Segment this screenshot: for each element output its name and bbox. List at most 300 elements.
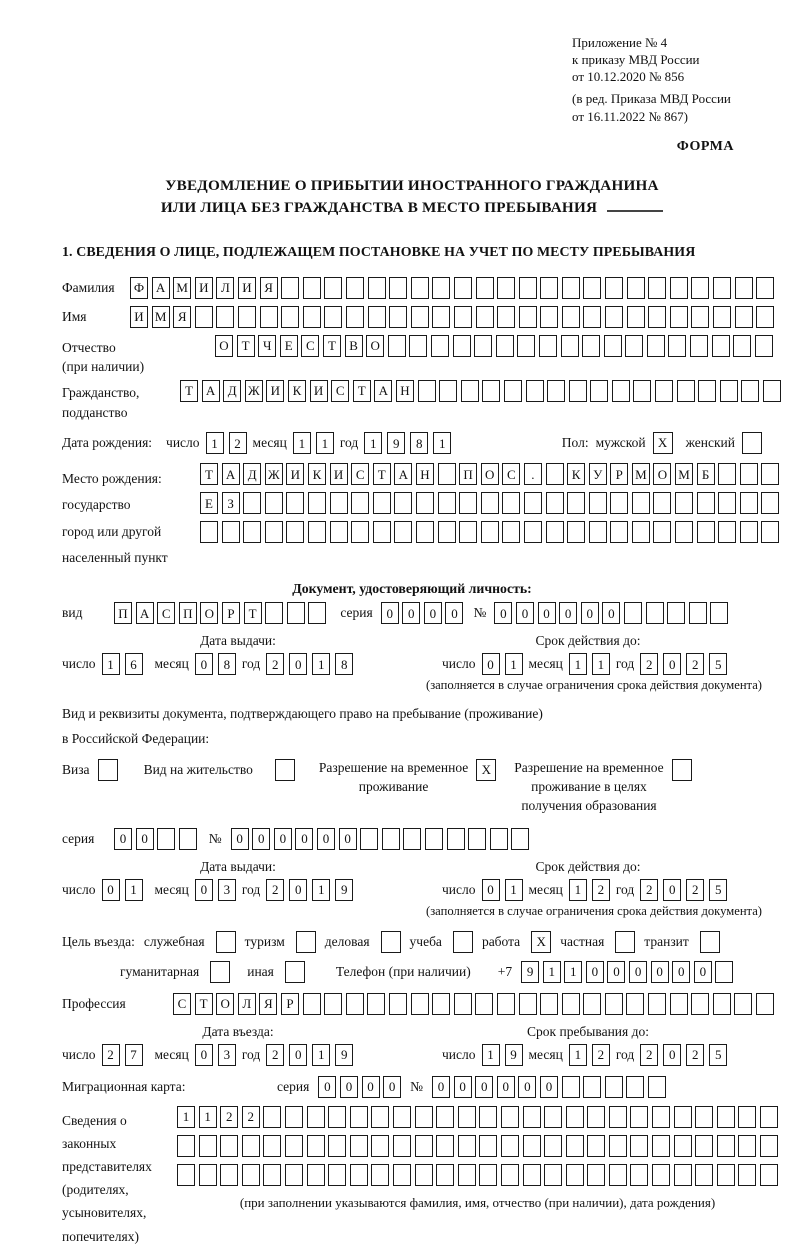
form-cell xyxy=(755,335,773,357)
form-cell: 0 xyxy=(318,1076,336,1098)
form-cell: 0 xyxy=(445,602,463,624)
form-cell xyxy=(330,492,348,514)
form-cell: А xyxy=(222,463,240,485)
amendment-line: (в ред. Приказа МВД России xyxy=(572,91,731,107)
identity-expiry-group xyxy=(442,653,727,675)
form-cell: 2 xyxy=(592,879,610,901)
form-cell xyxy=(242,1135,260,1157)
form-cell xyxy=(609,1164,627,1186)
form-cell: 1 xyxy=(505,879,523,901)
form-cell xyxy=(350,1106,368,1128)
form-cell: 1 xyxy=(569,653,587,675)
form-cell xyxy=(605,1076,623,1098)
form-cell xyxy=(566,1164,584,1186)
form-cell xyxy=(177,1135,195,1157)
form-cell xyxy=(497,306,515,328)
form-cell xyxy=(416,492,434,514)
form-cell: 1 xyxy=(505,653,523,675)
given-name-row xyxy=(62,306,762,328)
form-cell: К xyxy=(308,463,326,485)
form-cell xyxy=(740,521,758,543)
form-cell xyxy=(738,1106,756,1128)
form-cell: О xyxy=(216,993,234,1015)
form-cell: А xyxy=(202,380,220,402)
form-cell: 0 xyxy=(252,828,270,850)
legal-reps-row xyxy=(62,1106,762,1248)
form-cell xyxy=(436,1164,454,1186)
form-cell xyxy=(474,335,492,357)
form-cell xyxy=(461,380,479,402)
form-cell xyxy=(458,1135,476,1157)
residence-dates-row xyxy=(62,879,762,901)
migration-card-label: Миграционная карта: xyxy=(62,1078,186,1094)
patronymic-row xyxy=(62,335,762,377)
form-cell: 2 xyxy=(266,1044,284,1066)
form-cell: 0 xyxy=(602,602,620,624)
residence-intro-line1: Вид и реквизиты документа, подтверждающего право на пребывание (проживание) xyxy=(62,706,543,722)
form-cell: П xyxy=(114,602,132,624)
form-cell: С xyxy=(301,335,319,357)
form-cell xyxy=(389,306,407,328)
form-cell: И xyxy=(286,463,304,485)
form-cell xyxy=(371,1164,389,1186)
form-cell xyxy=(674,1106,692,1128)
form-cell xyxy=(453,335,471,357)
form-cell: О xyxy=(653,463,671,485)
form-cell xyxy=(760,1164,778,1186)
form-cell xyxy=(675,492,693,514)
stay-until-group xyxy=(442,1044,727,1066)
form-cell xyxy=(220,1135,238,1157)
form-cell: О xyxy=(215,335,233,357)
form-cell xyxy=(589,492,607,514)
form-cell xyxy=(496,335,514,357)
month-label: месяц xyxy=(528,656,563,672)
form-cell: 0 xyxy=(629,961,647,983)
form-cell: 1 xyxy=(592,653,610,675)
stay-month xyxy=(569,1044,610,1066)
form-cell: М xyxy=(152,306,170,328)
form-cell xyxy=(562,277,580,299)
form-cell: 0 xyxy=(432,1076,450,1098)
form-cell xyxy=(587,1135,605,1157)
form-cell xyxy=(738,1164,756,1186)
issue-date-caption: Дата выдачи: xyxy=(200,858,276,874)
form-cell xyxy=(502,492,520,514)
residence-permit-label: Вид на жительство xyxy=(143,761,253,777)
form-cell xyxy=(479,1135,497,1157)
month-label: месяц xyxy=(528,1046,563,1062)
year-label: год xyxy=(339,435,359,451)
form-cell xyxy=(459,492,477,514)
form-cell xyxy=(479,1164,497,1186)
sex-male-checkbox: X xyxy=(653,432,673,454)
form-cell xyxy=(610,492,628,514)
form-cell xyxy=(195,306,213,328)
form-cell: . xyxy=(524,463,542,485)
surname-row xyxy=(62,277,762,299)
form-cell: Т xyxy=(195,993,213,1015)
form-cell xyxy=(523,1135,541,1157)
form-cell: Ф xyxy=(130,277,148,299)
form-cell xyxy=(415,1106,433,1128)
form-cell: И xyxy=(310,380,328,402)
form-cell: Б xyxy=(697,463,715,485)
residence-doc-intro xyxy=(62,702,762,751)
form-cell xyxy=(287,602,305,624)
birth-month-cells xyxy=(293,432,334,454)
form-cell xyxy=(490,828,508,850)
residence-series-label: серия xyxy=(62,830,95,846)
form-cell: 9 xyxy=(387,432,405,454)
form-cell xyxy=(718,521,736,543)
form-cell xyxy=(260,306,278,328)
form-cell xyxy=(609,1106,627,1128)
purpose-item-humanitarian: гуманитарная xyxy=(120,963,200,979)
form-cell xyxy=(447,828,465,850)
form-cell: 0 xyxy=(136,828,154,850)
migration-card-row xyxy=(62,1076,762,1098)
residence-number-cells xyxy=(231,828,530,850)
form-cell xyxy=(475,993,493,1015)
form-cell xyxy=(394,492,412,514)
appendix-line: к приказу МВД России xyxy=(572,52,700,68)
profession-label: Профессия xyxy=(62,995,126,1011)
form-cell xyxy=(583,993,601,1015)
form-cell xyxy=(561,335,579,357)
form-cell xyxy=(243,492,261,514)
form-cell xyxy=(717,1135,735,1157)
issue-date-caption: Дата выдачи: xyxy=(200,633,276,649)
form-cell xyxy=(690,335,708,357)
residence-intro-line2: в Российской Федерации: xyxy=(62,730,210,746)
form-cell xyxy=(501,1106,519,1128)
form-cell xyxy=(587,1164,605,1186)
form-cell xyxy=(346,993,364,1015)
form-cell xyxy=(368,277,386,299)
birth-day-cells xyxy=(206,432,247,454)
identity-doc-date-captions xyxy=(62,633,762,649)
form-cell xyxy=(439,380,457,402)
form-cell xyxy=(431,335,449,357)
form-cell xyxy=(418,380,436,402)
form-cell xyxy=(238,306,256,328)
form-cell xyxy=(756,277,774,299)
identity-expiry-day xyxy=(482,653,523,675)
form-cell: 9 xyxy=(521,961,539,983)
form-cell xyxy=(409,335,427,357)
form-cell xyxy=(459,521,477,543)
form-cell xyxy=(734,993,752,1015)
temp-permit-option xyxy=(319,759,496,797)
form-cell xyxy=(303,993,321,1015)
form-cell xyxy=(674,1135,692,1157)
form-cell xyxy=(695,1135,713,1157)
form-cell xyxy=(670,993,688,1015)
appendix-line: Приложение № 4 xyxy=(572,35,668,50)
form-cell xyxy=(519,993,537,1015)
form-cell xyxy=(389,277,407,299)
form-cell: 1 xyxy=(482,1044,500,1066)
citizenship-row xyxy=(62,380,762,422)
form-cell: А xyxy=(136,602,154,624)
form-cell xyxy=(285,1135,303,1157)
residence-series-cells xyxy=(114,828,197,850)
form-cell xyxy=(562,993,580,1015)
form-cell xyxy=(675,521,693,543)
form-title-line2: ИЛИ ЛИЦА БЕЗ ГРАЖДАНСТВА В МЕСТО ПРЕБЫВАНИЯ xyxy=(62,197,762,219)
form-cell: Ж xyxy=(245,380,263,402)
form-cell xyxy=(179,828,197,850)
residence-expiry-group xyxy=(442,879,727,901)
form-cell: 0 xyxy=(340,1076,358,1098)
form-cell xyxy=(710,602,728,624)
form-cell: Т xyxy=(373,463,391,485)
form-cell: 0 xyxy=(694,961,712,983)
form-cell xyxy=(328,1106,346,1128)
entry-date-caption: Дата въезда: xyxy=(202,1023,274,1039)
form-cell: 0 xyxy=(231,828,249,850)
form-cell: 3 xyxy=(218,879,236,901)
form-cell xyxy=(567,521,585,543)
residence-issue-group xyxy=(62,879,414,901)
birth-place-label: Место рождения: государство город или другой населенный пункт xyxy=(62,471,168,566)
residence-permit-option xyxy=(144,759,295,781)
form-cell xyxy=(216,306,234,328)
doc-series-label: серия xyxy=(340,605,373,621)
form-cell xyxy=(243,521,261,543)
form-cell: С xyxy=(173,993,191,1015)
form-cell xyxy=(546,463,564,485)
form-cell: 1 xyxy=(316,432,334,454)
form-cell xyxy=(735,306,753,328)
purpose-row2 xyxy=(120,961,762,983)
form-cell xyxy=(454,277,472,299)
form-cell xyxy=(517,335,535,357)
form-cell xyxy=(373,521,391,543)
form-cell xyxy=(324,993,342,1015)
form-cell xyxy=(609,1135,627,1157)
birth-place-cells-row1 xyxy=(200,463,779,485)
form-cell: А xyxy=(394,463,412,485)
form-cell: 0 xyxy=(317,828,335,850)
identity-expiry-note: (заполняется в случае ограничения срока действия документа) xyxy=(426,678,762,693)
residence-series-row xyxy=(62,828,762,850)
form-cell xyxy=(479,1106,497,1128)
form-cell: С xyxy=(157,602,175,624)
form-cell xyxy=(411,306,429,328)
form-cell xyxy=(303,277,321,299)
form-cell: Н xyxy=(416,463,434,485)
form-cell xyxy=(501,1164,519,1186)
form-cell xyxy=(718,492,736,514)
visa-label: Виза xyxy=(62,761,90,777)
form-cell xyxy=(368,306,386,328)
appendix-line: от 10.12.2020 № 856 xyxy=(572,69,685,85)
form-cell xyxy=(360,828,378,850)
month-label: месяц xyxy=(154,881,189,897)
form-cell xyxy=(222,521,240,543)
form-cell xyxy=(546,492,564,514)
form-cell xyxy=(544,1164,562,1186)
form-cell xyxy=(303,306,321,328)
form-cell: К xyxy=(288,380,306,402)
identity-expiry-year xyxy=(640,653,727,675)
year-label: год xyxy=(241,881,261,897)
form-cell: 0 xyxy=(663,1044,681,1066)
form-cell xyxy=(761,492,779,514)
form-cell xyxy=(718,463,736,485)
form-cell: М xyxy=(675,463,693,485)
form-cell: 0 xyxy=(289,1044,307,1066)
form-cell xyxy=(308,521,326,543)
form-cell xyxy=(371,1106,389,1128)
form-cell xyxy=(646,602,664,624)
form-cell: Н xyxy=(396,380,414,402)
entry-month xyxy=(195,1044,236,1066)
form-cell: 8 xyxy=(335,653,353,675)
form-cell xyxy=(497,993,515,1015)
form-cell: 0 xyxy=(581,602,599,624)
form-cell xyxy=(689,602,707,624)
form-cell xyxy=(604,335,622,357)
form-cell xyxy=(760,1135,778,1157)
form-cell: Р xyxy=(610,463,628,485)
form-cell xyxy=(648,1076,666,1098)
form-cell xyxy=(393,1164,411,1186)
form-cell xyxy=(691,277,709,299)
phone-prefix: +7 xyxy=(497,963,513,979)
purpose-humanitarian-checkbox xyxy=(210,961,230,983)
form-cell xyxy=(519,277,537,299)
form-cell: 0 xyxy=(586,961,604,983)
form-cell xyxy=(436,1106,454,1128)
form-cell xyxy=(761,521,779,543)
form-title xyxy=(62,175,762,219)
form-cell: И xyxy=(266,380,284,402)
form-cell xyxy=(432,306,450,328)
form-cell xyxy=(436,1135,454,1157)
residence-expiry-month xyxy=(569,879,610,901)
migration-series-label: серия xyxy=(277,1078,310,1094)
birth-date-label: Дата рождения: xyxy=(62,435,153,451)
form-cell: 2 xyxy=(686,653,704,675)
form-cell xyxy=(713,993,731,1015)
form-cell xyxy=(691,993,709,1015)
form-cell xyxy=(697,492,715,514)
form-cell xyxy=(416,521,434,543)
form-cell xyxy=(740,463,758,485)
citizenship-label: Гражданство, подданство xyxy=(62,384,140,420)
form-cell xyxy=(346,277,364,299)
form-cell xyxy=(328,1135,346,1157)
form-cell: Т xyxy=(244,602,262,624)
identity-issue-year xyxy=(266,653,353,675)
temp-permit-label: Разрешение на временное проживание xyxy=(318,759,469,794)
form-cell: С xyxy=(351,463,369,485)
form-cell: П xyxy=(459,463,477,485)
sex-group xyxy=(562,432,762,454)
form-cell: Я xyxy=(260,277,278,299)
given-name-cells xyxy=(130,306,774,328)
form-cell: 0 xyxy=(402,602,420,624)
purpose-item-study: учеба xyxy=(409,933,442,949)
form-cell xyxy=(523,1106,541,1128)
form-cell: В xyxy=(345,335,363,357)
form-cell xyxy=(324,277,342,299)
form-cell xyxy=(389,993,407,1015)
residence-expiry-note: (заполняется в случае ограничения срока действия документа) xyxy=(426,903,762,918)
form-cell xyxy=(540,277,558,299)
sex-female-checkbox xyxy=(742,432,762,454)
form-cell xyxy=(547,380,565,402)
entry-dates-row xyxy=(62,1044,762,1066)
form-cell xyxy=(476,277,494,299)
month-label: месяц xyxy=(252,435,287,451)
surname-label: Фамилия xyxy=(62,279,115,295)
form-cell xyxy=(476,306,494,328)
residence-date-captions xyxy=(62,859,762,875)
form-cell: 0 xyxy=(475,1076,493,1098)
form-cell xyxy=(715,961,733,983)
residence-permit-checkbox xyxy=(275,759,295,781)
form-cell: 0 xyxy=(195,653,213,675)
form-cell xyxy=(697,521,715,543)
form-cell xyxy=(265,602,283,624)
form-cell: 9 xyxy=(335,1044,353,1066)
form-cell: 0 xyxy=(454,1076,472,1098)
purpose-label: Цель въезда: xyxy=(62,933,135,949)
form-cell xyxy=(438,521,456,543)
purpose-tourism-checkbox xyxy=(296,931,316,953)
year-label: год xyxy=(615,881,635,897)
form-cell: 2 xyxy=(640,879,658,901)
form-cell xyxy=(425,828,443,850)
form-cell xyxy=(763,380,781,402)
form-label: ФОРМА xyxy=(676,138,734,154)
year-label: год xyxy=(241,656,261,672)
form-cell xyxy=(438,463,456,485)
form-cell: 0 xyxy=(289,879,307,901)
form-cell xyxy=(524,492,542,514)
identity-issue-month xyxy=(195,653,236,675)
form-cell xyxy=(454,993,472,1015)
form-cell xyxy=(504,380,522,402)
form-cell xyxy=(610,521,628,543)
form-cell xyxy=(502,521,520,543)
form-cell xyxy=(330,521,348,543)
form-cell xyxy=(263,1135,281,1157)
form-cell xyxy=(415,1164,433,1186)
doc-kind-cells xyxy=(114,602,326,624)
form-cell: 2 xyxy=(640,653,658,675)
form-cell: 0 xyxy=(559,602,577,624)
form-cell: 0 xyxy=(114,828,132,850)
phone-label: Телефон (при наличии) xyxy=(335,963,471,979)
edu-permit-option xyxy=(514,759,691,816)
form-cell xyxy=(738,1135,756,1157)
form-cell xyxy=(583,1076,601,1098)
form-cell xyxy=(698,380,716,402)
form-cell xyxy=(717,1164,735,1186)
form-cell: 0 xyxy=(516,602,534,624)
form-cell xyxy=(526,380,544,402)
form-cell xyxy=(371,1135,389,1157)
legal-reps-label: Сведения о законных представителях (родителях, усыновителях, попечителях) xyxy=(62,1112,152,1244)
identity-expiry-month xyxy=(569,653,610,675)
form-cell xyxy=(713,306,731,328)
birth-date-group xyxy=(166,432,451,454)
